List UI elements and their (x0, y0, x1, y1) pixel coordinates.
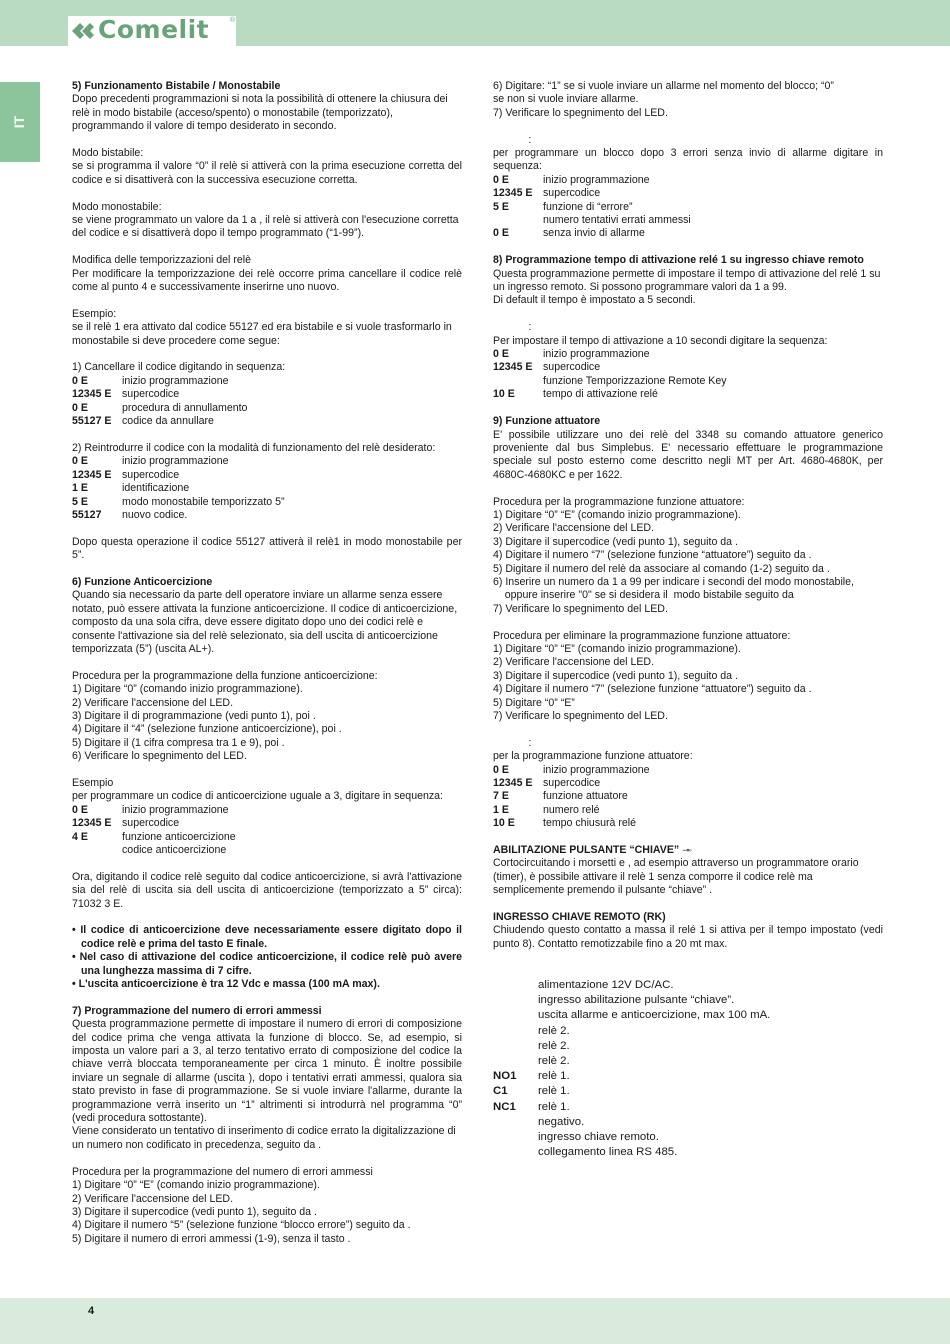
code-row: 12345 E supercodice (72, 468, 180, 481)
language-tab (0, 82, 40, 162)
paragraph: 2) Reintrodurre il codice con la modalità di funzionamento del relè desiderato: (72, 441, 436, 454)
code-row: 5 E funzione di “errore” (493, 200, 633, 213)
step: 4) Digitare il numero “7” (selezione funzione “attuatore”) seguito da . (493, 549, 812, 562)
paragraph: Questa programmazione permette di impostare il numero di errori di composizione del codice prima che venga attivata la funzione di blocco. Se, ad esempio, si imposta un valore pari a 3, al terzo tentativo errato di composizione del codice la chiave verrà bloccata temporaneamente per circa 1 minuto. È inoltre possibile inviare un segnale di allarme (uscita ), dopo i tentativi errati ammessi, qualora sia stato previsto in fase di programmazione. Se si vuole inviare l'allarme, durante la programmazione verrà inserito un “1” altrimenti si introdurrà nel programma “0” (vedi procedura sottostante). (72, 1018, 462, 1125)
note-bullet: • Il codice di anticoercizione deve necessariamente essere digitato dopo il codice relè e prima del tasto E finale. (72, 924, 462, 950)
code-row: 0 E inizio programmazione (72, 455, 229, 468)
step: se non si vuole inviare allarme. (493, 93, 639, 106)
section-title: 9) Funzione attuatore (493, 415, 601, 428)
example-label: : (493, 133, 532, 146)
paragraph: Di default il tempo è impostato a 5 secondi. (493, 294, 696, 307)
note-bullet: • L'uscita anticoercizione è tra 12 Vdc e massa (100 mA max). (72, 978, 380, 991)
terminal-list (493, 978, 770, 1160)
terminal-row: NC1 relè 1. (493, 1100, 570, 1113)
paragraph: se si programma il valore “0” il relè si attiverà con la prima esecuzione corretta del codice e si disattiverà con la successiva esecuzione corretta. (72, 160, 462, 186)
paragraph: Ora, digitando il codice relè seguito dal codice anticoercizione, si avrà l'attivazione sia del relè di uscita sia dell uscita di anticoercizione (temporizzato a 5” circa): 71032 3 E. (72, 870, 462, 910)
paragraph: Esempio (72, 776, 114, 789)
paragraph: Esempio: (72, 307, 117, 320)
paragraph: se viene programmato un valore da 1 a , il relè si attiverà con l'esecuzione corretta del codice e si disattiverà dopo il tempo programmato (“1-99”). (72, 214, 459, 240)
paragraph: Procedura per la programmazione della funzione anticoercizione: (72, 669, 378, 682)
terminal-row: uscita allarme e anticoercizione, max 100 mA. (538, 1009, 771, 1022)
step: 5) Digitare il numero del relè da associare al comando (1-2) seguito da . (493, 562, 830, 575)
paragraph: Cortocircuitando i morsetti e , ad esempio attraverso un programmatore orario (timer), è possibile attivare il relè 1 senza comporre il codice relè ma semplicemente premendo il pulsante “chiave” . (493, 857, 859, 897)
terminal-row: ingresso abilitazione pulsante “chiave”. (538, 994, 735, 1007)
code-row: 7 E funzione attuatore (493, 790, 628, 803)
terminal-row: alimentazione 12V DC/AC. (538, 979, 674, 991)
paragraph: Dopo precedenti programmazioni si nota la possibilità di ottenere la chiusura dei relè in modo bistabile (acceso/spento) o monostabile (temporizzato), programmando il valore di tempo desiderato in secondo. (72, 93, 448, 133)
section-title: 8) Programmazione tempo di attivazione relé 1 su ingresso chiave remoto (493, 254, 864, 267)
step: 3) Digitare il di programmazione (vedi punto 1), poi . (72, 709, 316, 722)
registered-mark: ® (229, 17, 235, 24)
step: 3) Digitare il supercodice (vedi punto 1), seguito da . (493, 535, 738, 548)
step: 7) Verificare lo spegnimento del LED. (493, 602, 668, 615)
code-row: 55127 nuovo codice. (72, 508, 188, 521)
section-title: 7) Programmazione del numero di errori ammessi (72, 1004, 322, 1017)
example-label: : (493, 736, 532, 749)
step: 6) Verificare lo spegnimento del LED. (72, 750, 247, 763)
code-row: 5 E modo monostabile temporizzato 5” (72, 495, 285, 508)
code-row: 12345 E supercodice (72, 817, 180, 830)
page-number: 4 (88, 1305, 95, 1317)
paragraph: se il relè 1 era attivato dal codice 55127 ed era bistabile e si vuole trasformarlo in monostabile si deve procedere come segue: (72, 321, 452, 347)
code-row: 0 E procedura di annullamento (72, 401, 248, 414)
language-label: IT (11, 115, 28, 129)
code-row: 12345 E supercodice (72, 388, 180, 401)
comelit-logo-icon (70, 21, 96, 41)
brand-logo (68, 16, 236, 46)
step: 1) Digitare “0” “E” (comando inizio programmazione). (493, 642, 741, 655)
paragraph: Viene considerato un tentativo di inserimento di codice errato la digitalizzazione di un numero non codificato in precedenza, seguito da . (72, 1125, 456, 1151)
code-row: 0 E inizio programmazione (493, 348, 650, 361)
paragraph: E' possibile utilizzare uno dei relè del 3348 su comando attuatore generico proveniente dal bus Simplebus. E' necessario effettuare le programmazione speciale sul posto esterno come descritto negli MT per Art. 4680-4680K, per 4680C-4680KC e per 1622. (493, 428, 883, 481)
step: 2) Verificare l'accensione del LED. (72, 696, 234, 709)
code-row: 1 E identificazione (72, 482, 190, 495)
note-bullet: • Nel caso di attivazione del codice anticoercizione, il codice relè può avere una lunghezza massima di 7 cifre. (72, 951, 462, 977)
step: 3) Digitare il supercodice (vedi punto 1), seguito da . (493, 669, 738, 682)
terminal-row: NO1 relè 1. (493, 1070, 570, 1083)
paragraph: Procedura per eliminare la programmazione funzione attuatore: (493, 629, 791, 642)
section-title: ABILITAZIONE PULSANTE “CHIAVE” ⊸◦ (493, 844, 691, 857)
paragraph: Modifica delle temporizzazioni del relè (72, 254, 252, 267)
terminal-row: relè 2. (538, 1024, 570, 1037)
step: 4) Digitare il “4” (selezione funzione anticoercizione), poi . (72, 723, 342, 736)
step: 6) Digitare: “1” se si vuole inviare un allarme nel momento del blocco; “0” (493, 80, 834, 92)
code-row: codice anticoercizione (122, 844, 227, 856)
right-column (493, 80, 883, 951)
paragraph: Modo bistabile: (72, 147, 144, 160)
step: 4) Digitare il numero “5” (selezione funzione “blocco errore”) seguito da . (72, 1219, 411, 1232)
brand-name: Comelit (98, 15, 210, 44)
paragraph: per programmare un blocco dopo 3 errori senza invio di allarme digitare in sequenza: (493, 147, 883, 173)
paragraph: Per impostare il tempo di attivazione a 10 secondi digitare la sequenza: (493, 334, 828, 347)
paragraph: per la programmazione funzione attuatore: (493, 750, 693, 763)
code-row: 0 E inizio programmazione (493, 763, 650, 776)
terminal-row: ingresso chiave remoto. (538, 1131, 659, 1144)
section-title: 6) Funzione Anticoercizione (72, 575, 213, 588)
step: 5) Digitare il numero di errori ammessi (1-9), senza il tasto . (72, 1232, 351, 1245)
code-row: 10 E tempo chiusurà relé (493, 817, 637, 830)
paragraph: Quando sia necessario da parte dell operatore inviare un allarme senza essere notato, può essere attivata la funzione anticoercizione. Il codice di anticoercizione, composto da una sola cifra, deve essere digitato dopo uno dei codici relè e consente l'attivazione sia del relè selezionato, sia dell uscita di anticoercizione temporizzata (5”) (uscita AL+). (72, 589, 458, 655)
step: 1) Digitare “0” “E” (comando inizio programmazione). (72, 1179, 320, 1192)
example-label: : (493, 321, 532, 334)
terminal-row: relè 2. (538, 1039, 570, 1052)
paragraph: Procedura per la programmazione del numero di errori ammessi (72, 1165, 373, 1178)
code-row: 12345 E supercodice (493, 187, 601, 200)
step: 7) Verificare lo spegnimento del LED. (493, 710, 668, 722)
code-row: funzione Temporizzazione Remote Key (543, 374, 727, 387)
paragraph: 1) Cancellare il codice digitando in sequenza: (72, 361, 286, 374)
terminal-row: relè 2. (538, 1055, 570, 1068)
code-row: 12345 E supercodice (493, 361, 601, 374)
step: 4) Digitare il numero “7” (selezione funzione “attuatore”) seguito da . (493, 683, 812, 696)
step: 1) Digitare “0” “E” (comando inizio programmazione). (493, 508, 741, 521)
step: oppure inserire "0" se si desidera il modo bistabile seguito da (493, 589, 794, 602)
section-title: INGRESSO CHIAVE REMOTO (RK) (493, 911, 666, 924)
key-icon: ⊸◦ (682, 845, 691, 856)
code-row: 4 E funzione anticoercizione (72, 830, 236, 843)
paragraph: per programmare un codice di anticoercizione uguale a 3, digitare in sequenza: (72, 790, 444, 803)
section-title: 5) Funzionamento Bistabile / Monostabile (72, 80, 281, 92)
step: 5) Digitare il (1 cifra compresa tra 1 e 9), poi . (72, 736, 285, 749)
footer-band (0, 1298, 950, 1344)
paragraph: Modo monostabile: (72, 200, 162, 213)
paragraph: Chiudendo questo contatto a massa il relé 1 si attiva per il tempo impostato (vedi punto 8). Contatto remotizzabile fino a 20 mt max. (493, 924, 883, 950)
step: 2) Verificare l'accensione del LED. (493, 656, 655, 669)
left-column (72, 80, 462, 1246)
step: 6) Inserire un numero da 1 a 99 per indicare i secondi del modo monostabile, (493, 575, 854, 588)
paragraph: Procedura per la programmazione funzione attuatore: (493, 495, 745, 508)
terminal-row: C1 relè 1. (493, 1085, 570, 1098)
code-row: 0 E inizio programmazione (493, 173, 650, 186)
code-row: 55127 E codice da annullare (72, 415, 214, 428)
step: 5) Digitare “0” “E” (493, 696, 575, 709)
code-row: numero tentativi errati ammessi (543, 214, 691, 227)
paragraph: Dopo questa operazione il codice 55127 attiverà il relè1 in modo monostabile per 5”. (72, 535, 462, 562)
step: 2) Verificare l'accensione del LED. (493, 522, 655, 535)
step: 7) Verificare lo spegnimento del LED. (493, 106, 668, 119)
step: 3) Digitare il supercodice (vedi punto 1), seguito da . (72, 1205, 317, 1218)
paragraph: Per modificare la temporizzazione dei relè occorre prima cancellare il codice relè come al punto 4 e successivamente inserirne uno nuovo. (72, 267, 462, 294)
code-row: 10 E tempo di attivazione relé (493, 388, 658, 401)
code-row: 12345 E supercodice (493, 777, 601, 790)
paragraph: Questa programmazione permette di impostare il tempo di attivazione del relé 1 su un ingresso remoto. Si possono programmare valori da 1 a 99. (493, 267, 881, 294)
terminal-row: negativo. (538, 1115, 585, 1128)
code-row: 0 E senza invio di allarme (493, 227, 645, 240)
step: 2) Verificare l'accensione del LED. (72, 1192, 234, 1205)
code-row: 0 E inizio programmazione (72, 803, 229, 816)
code-row: 0 E inizio programmazione (72, 374, 229, 387)
terminal-row: collegamento linea RS 485. (538, 1146, 678, 1159)
step: 1) Digitare “0” (comando inizio programmazione). (72, 683, 303, 696)
code-row: 1 E numero relé (493, 803, 600, 816)
